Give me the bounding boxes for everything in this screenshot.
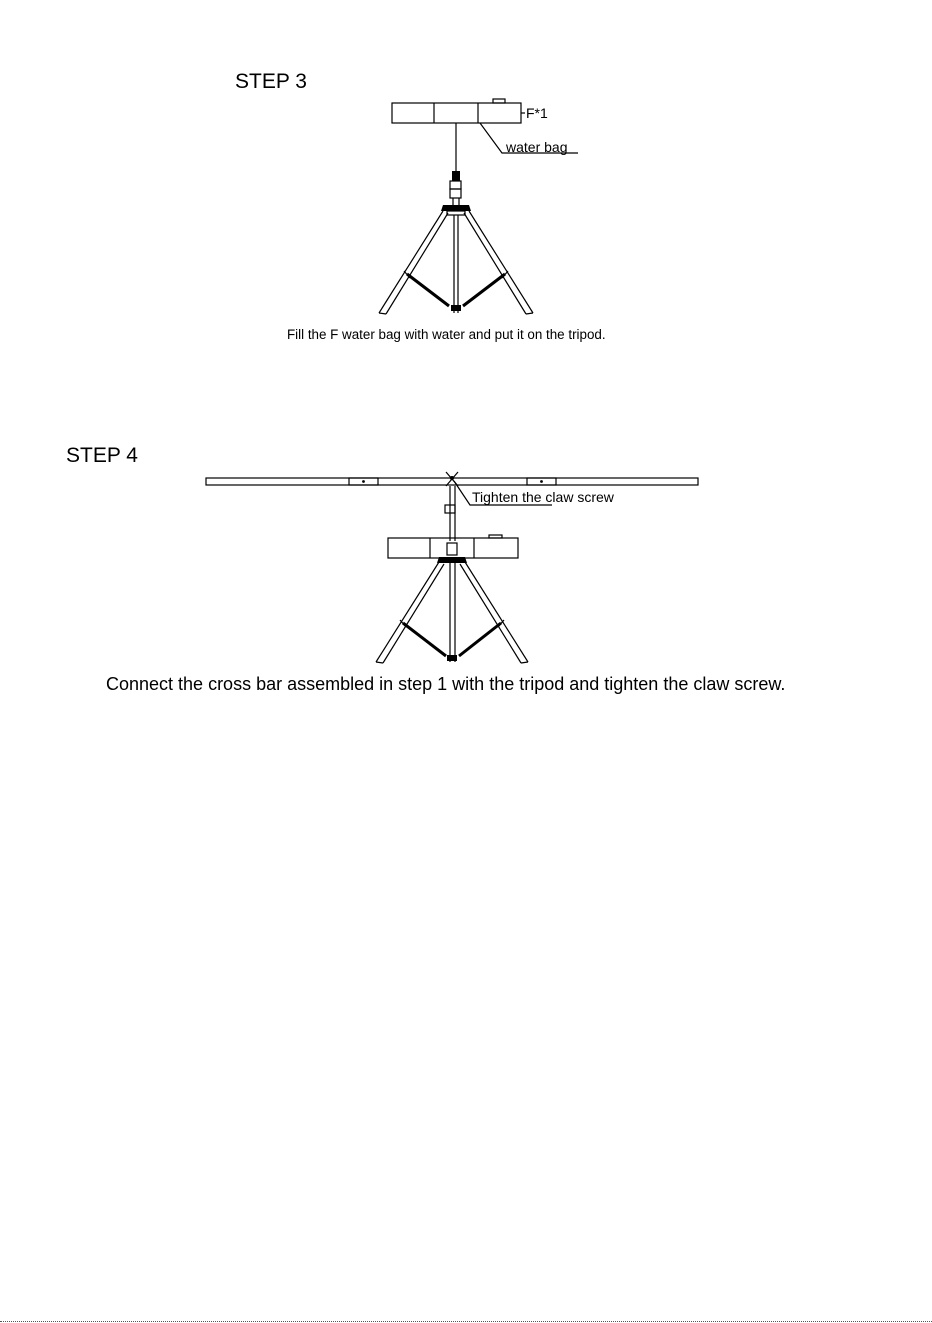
page-bottom-divider (0, 1321, 932, 1322)
step-4-title: STEP 4 (66, 444, 138, 467)
claw-screw-callout: Tighten the claw screw (472, 489, 614, 505)
part-label-f: F*1 (526, 105, 548, 121)
water-bag-on-tripod (388, 535, 518, 558)
step-3-caption: Fill the F water bag with water and put it on the tripod. (287, 327, 606, 342)
water-bag-label: water bag (506, 139, 568, 155)
tripod-drawing-step-4 (376, 557, 528, 663)
step-3-title: STEP 3 (235, 70, 307, 93)
step-4-caption: Connect the cross bar assembled in step 1 with the tripod and tighten the claw screw. (106, 674, 786, 694)
